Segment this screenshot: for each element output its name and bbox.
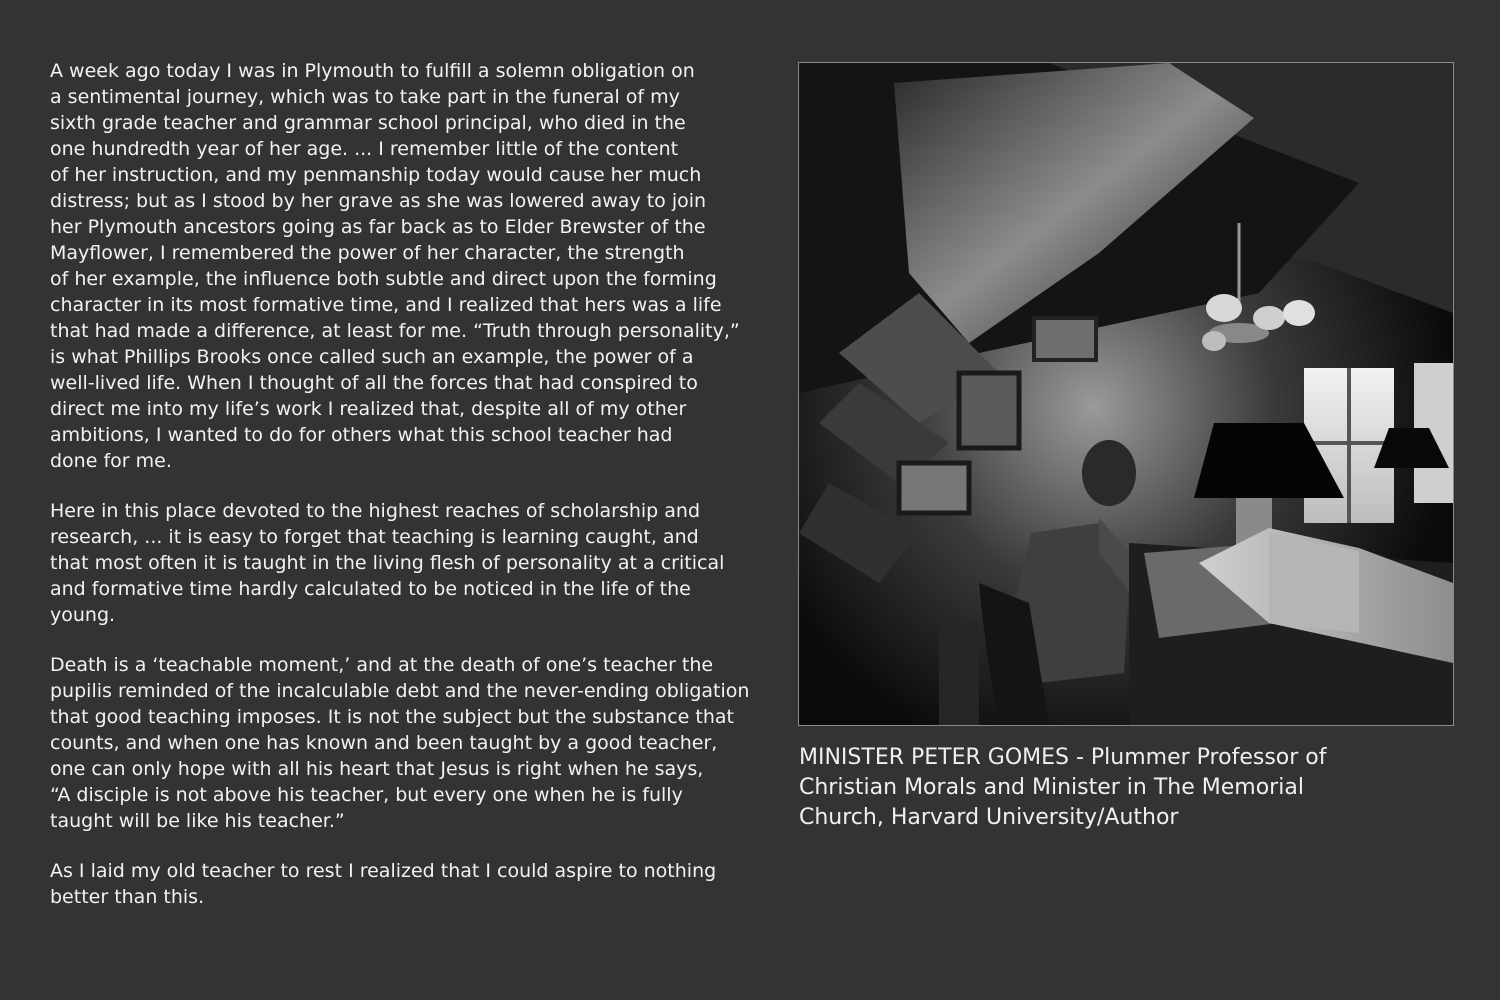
essay-paragraph-4: As I laid my old teacher to rest I realized that I could aspire to nothing better than this. bbox=[50, 860, 717, 908]
chandelier bbox=[1206, 294, 1242, 322]
portrait-photo bbox=[798, 62, 1454, 726]
essay-paragraph-1: A week ago today I was in Plymouth to fulfill a solemn obligation on a sentimental journey, which was to take part in the funeral of my sixth grade teacher and grammar school principal, who died in the one hundredth year of her age. ... I remember little of the content of her instruction, and my penmanship today would cause her much distress; but as I stood by her grave as she was lowered away to join her Plymouth ancestors going as far back as to Elder Brewster of the Mayflower, I remembered the power of her character, the strength of her example, the influence both subtle and direct upon the forming character in its most formative time, and I realized that hers was a life that had made a difference, at least for me. “Truth through personality,” is what Phillips Brooks once called such an example, the power of a well-lived life. When I thought of all the forces that had conspired to direct me into my life’s work I realized that, despite all of my other ambitions, I wanted to do for others what this school teacher had done for me. bbox=[50, 60, 740, 472]
study-scene-illustration bbox=[799, 63, 1453, 725]
essay-text bbox=[50, 58, 770, 934]
essay-paragraph-2: Here in this place devoted to the highest reaches of scholarship and research, ... it is easy to forget that teaching is learning caught, and that most often it is taught in the living flesh of personality at a critical and formative time hardly calculated to be noticed in the life of the young. bbox=[50, 500, 725, 626]
framed-picture bbox=[1034, 318, 1096, 360]
photo-caption: MINISTER PETER GOMES - Plummer Professor of Christian Morals and Minister in The Memorial Church, Harvard University/Author bbox=[799, 745, 1327, 830]
essay-paragraph-3: Death is a ‘teachable moment,’ and at the death of one’s teacher the pupilis reminded of the incalculable debt and the never-ending obligation that good teaching imposes. It is not the subject but the substance that counts, and when one has known and been taught by a good teacher, one can only hope with all his heart that Jesus is right when he says, “A disciple is not above his teacher, but every one when he is fully taught will be like his teacher.” bbox=[50, 654, 750, 832]
